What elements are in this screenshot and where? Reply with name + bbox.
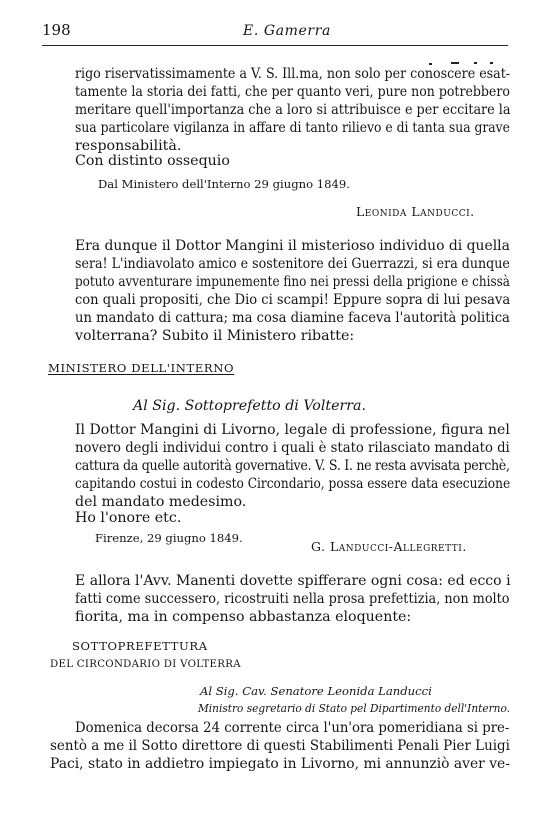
- text-line: fatti come successero, ricostruiti nella prosa prefettizia, non molto: [75, 591, 510, 607]
- letter-dateline: Firenze, 29 giugno 1849.: [95, 531, 243, 545]
- print-speck: [474, 62, 477, 64]
- text-line: novero degli individui contro i quali è stato rilasciato mandato di: [75, 440, 510, 456]
- text-line: volterrana? Subito il Ministero ribatte:: [75, 328, 355, 344]
- text-line: sua particolare vigilanza in affare di tanto rilievo e di tanta sua grave: [75, 120, 510, 136]
- text-line: sentò a me il Sotto direttore di questi Stabilimenti Penali Pier Luigi: [50, 738, 510, 754]
- letter-addressee-title: Ministro segretario di Stato pel Dipartimento dell'Interno.: [198, 701, 510, 715]
- ministry-heading: MINISTERO DELL'INTERNO: [48, 361, 235, 375]
- letter-dateline: Dal Ministero dell'Interno 29 giugno 1849.: [98, 177, 350, 191]
- print-speck: [490, 62, 493, 64]
- letter-closing: Ho l'onore etc.: [75, 510, 182, 526]
- text-line: cattura da quelle autorità governative. V. S. I. ne resta avvisata perchè,: [75, 458, 510, 474]
- text-line: Era dunque il Dottor Mangini il misterioso individuo di quella: [75, 238, 510, 254]
- office-heading: SOTTOPREFETTURA: [72, 639, 208, 653]
- text-line: un mandato di cattura; ma cosa diamine faceva l'autorità politica: [75, 310, 510, 326]
- letter-signature: Leonida Landucci.: [356, 204, 475, 219]
- letter-addressee: Al Sig. Sottoprefetto di Volterra.: [133, 398, 366, 414]
- text-line: E allora l'Avv. Manenti dovette spifferare ogni cosa: ed ecco i: [75, 573, 511, 589]
- text-line: rigo riservatissimamente a V. S. Ill.ma, non solo per conoscere esat-: [75, 66, 511, 82]
- text-line: sera! L'indiavolato amico e sostenitore dei Guerrazzi, si era dunque: [75, 256, 510, 272]
- page-number: 198: [42, 21, 71, 39]
- text-line: tamente la storia dei fatti, che per quanto veri, pure non potrebbero: [75, 84, 510, 100]
- text-line: capitando costui in codesto Circondario, possa essere data esecuzione: [75, 476, 511, 492]
- text-line: con quali propositi, che Dio ci scampi! Eppure sopra di lui pesava: [75, 292, 511, 308]
- letter-signature: G. Landucci-Allegretti.: [311, 539, 467, 554]
- office-subheading: DEL CIRCONDARIO DI VOLTERRA: [50, 659, 241, 670]
- header-rule: [42, 45, 508, 46]
- text-line: Il Dottor Mangini di Livorno, legale di professione, figura nel: [75, 422, 510, 438]
- text-line: Domenica decorsa 24 corrente circa l'un'ora pomeridiana si pre-: [75, 720, 510, 736]
- print-speck: [429, 63, 432, 65]
- text-line: potuto avventurare impunemente fino nei pressi della prigione e chissà: [75, 274, 510, 290]
- letter-closing: Con distinto ossequio: [75, 153, 230, 169]
- text-line: Paci, stato in addietro impiegato in Livorno, mi annunziò aver ve-: [50, 756, 510, 772]
- text-line: responsabilità.: [75, 138, 182, 154]
- print-speck: [451, 62, 459, 64]
- running-title: E. Gamerra: [243, 23, 331, 39]
- text-line: del mandato medesimo.: [75, 494, 247, 510]
- text-line: meritare quell'importanza che a loro si attribuisce e per eccitare la: [75, 102, 511, 118]
- text-line: fiorita, ma in compenso abbastanza eloquente:: [75, 609, 412, 625]
- letter-addressee: Al Sig. Cav. Senatore Leonida Landucci: [200, 684, 432, 698]
